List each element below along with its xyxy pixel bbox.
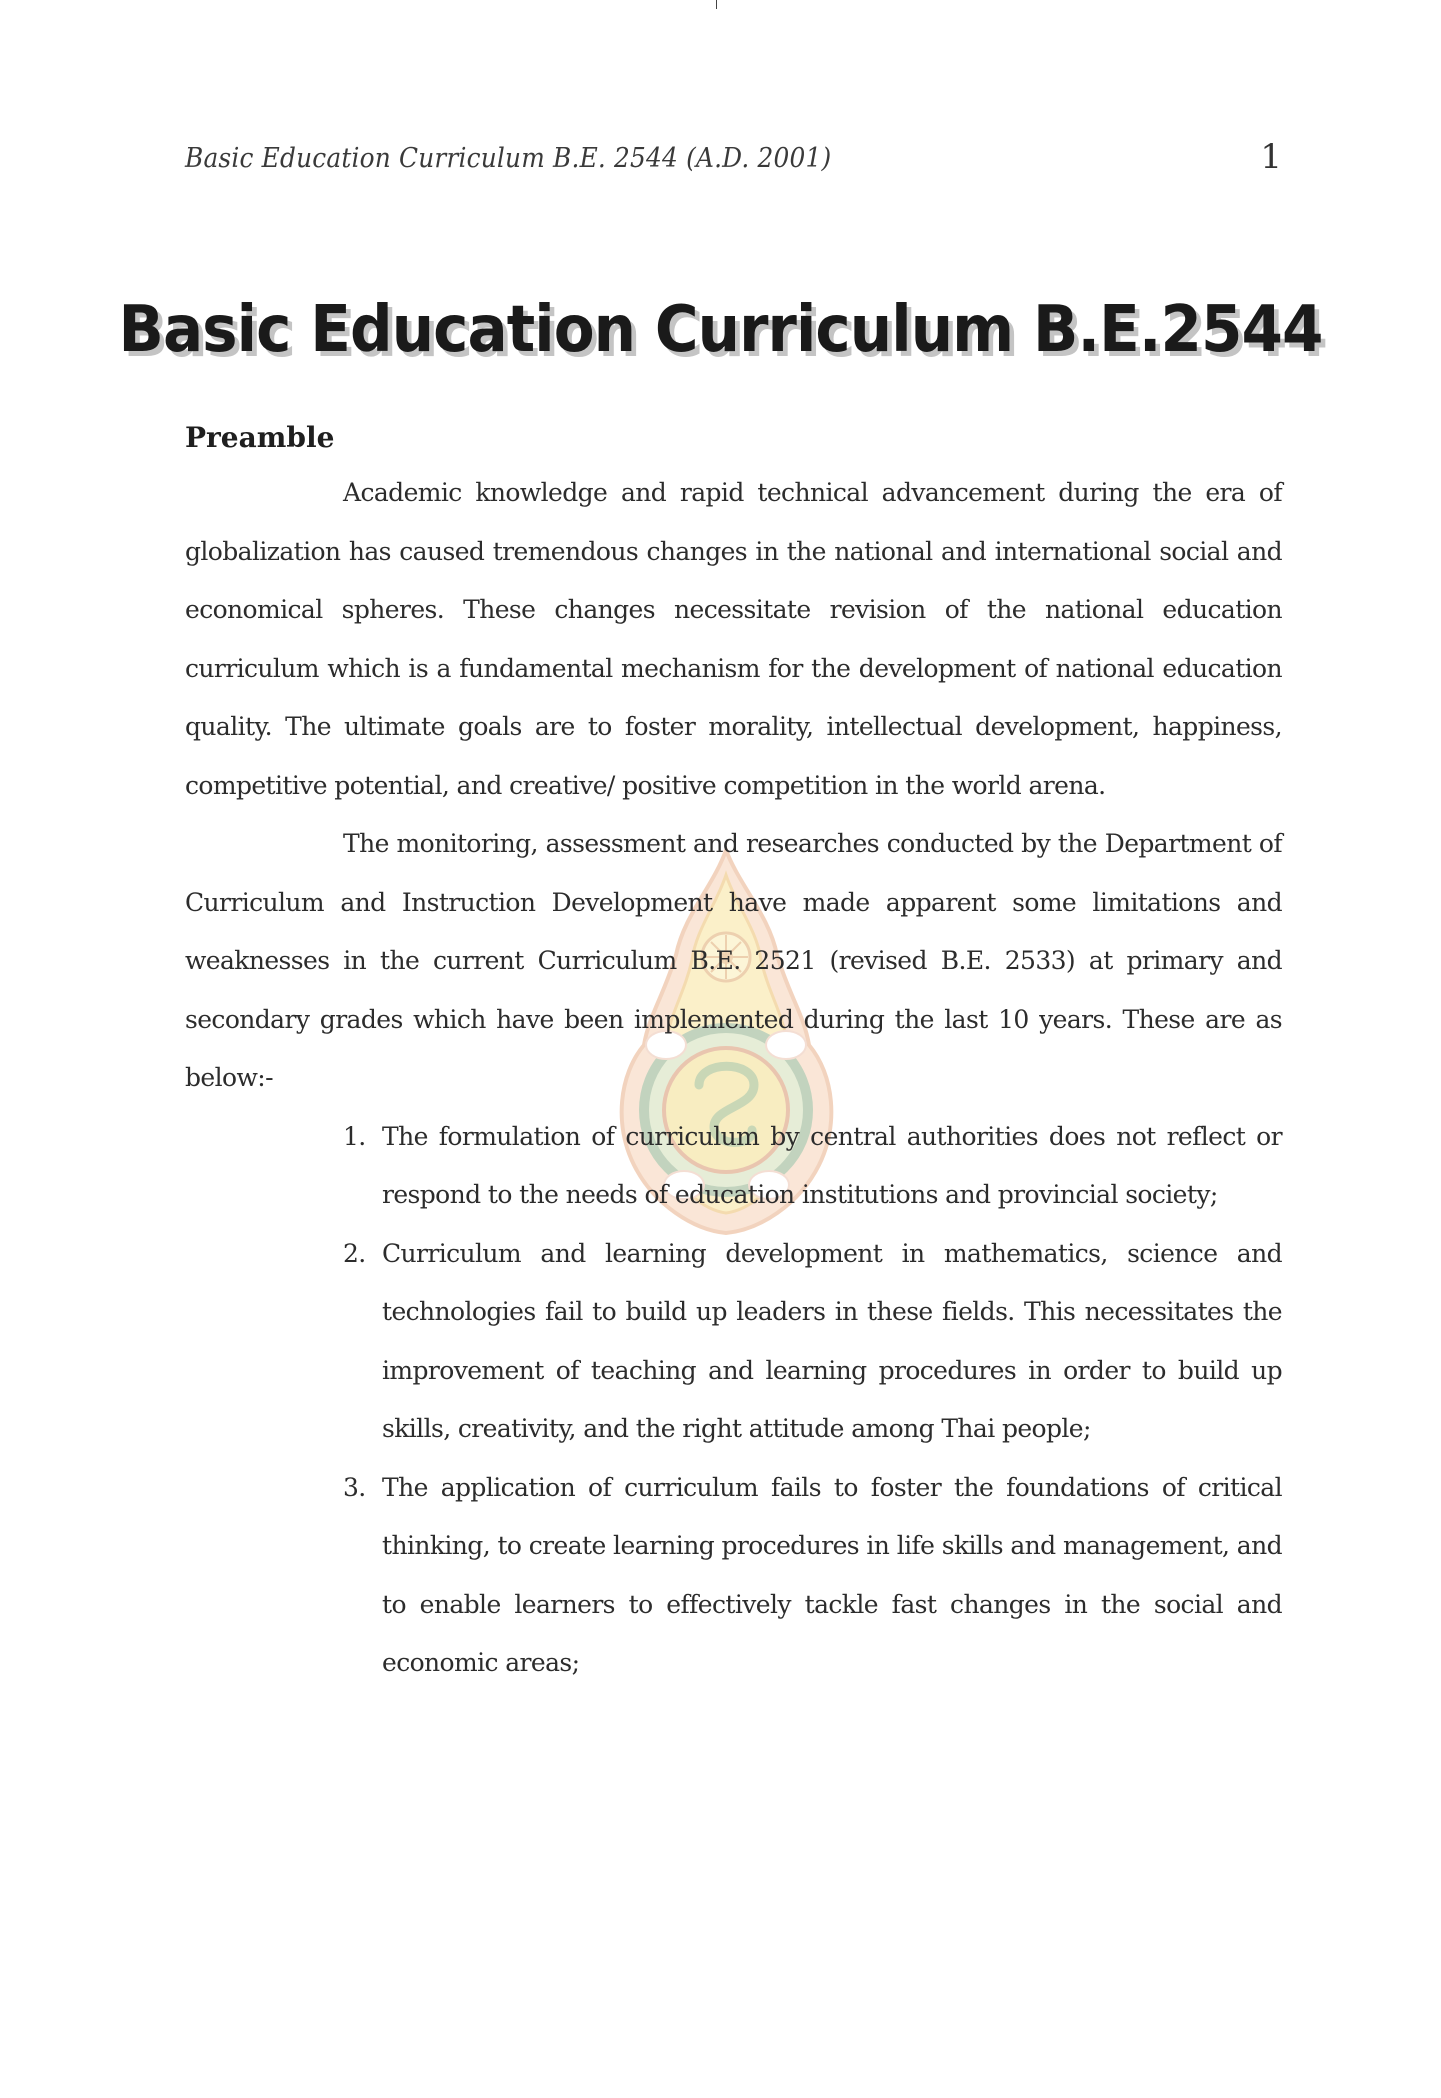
limitations-list bbox=[185, 1108, 1282, 1693]
list-item bbox=[185, 1225, 1282, 1459]
document-body bbox=[185, 418, 1282, 1693]
list-item bbox=[185, 1108, 1282, 1225]
page-number: 1 bbox=[1260, 137, 1282, 177]
document-title: Basic Education Curriculum B.E.2544 bbox=[118, 292, 1323, 367]
list-item-number: 3. bbox=[343, 1472, 366, 1502]
paragraph-1: Academic knowledge and rapid technical advancement during the era of globalization has caused tremendous changes in the national and international social and economical spheres. These changes necessitate revision of the national education curriculum which is a fundamental mechanism for the development of national education quality. The ultimate goals are to foster morality, intellectual development, happiness, competitive potential, and creative/ positive competition in the world arena. bbox=[185, 478, 1282, 800]
list-item-number: 2. bbox=[343, 1238, 366, 1268]
page-edge-tick-mark bbox=[716, 0, 717, 9]
list-item-text: The application of curriculum fails to foster the foundations of critical thinking, to create learning procedures in life skills and management, and to enable learners to effectively tackle fast changes in the social and economic areas; bbox=[382, 1472, 1282, 1677]
section-heading-preamble: Preamble bbox=[185, 421, 335, 454]
running-header bbox=[185, 137, 1282, 183]
list-item bbox=[185, 1459, 1282, 1693]
list-item-number: 1. bbox=[343, 1121, 366, 1151]
list-item-text: The formulation of curriculum by central authorities does not reflect or respond to the needs of education institutions and provincial society; bbox=[382, 1121, 1282, 1209]
list-item-text: Curriculum and learning development in mathematics, science and technologies fail to build up leaders in these fields. This necessitates the improvement of teaching and learning procedures in order to build up skills, creativity, and the right attitude among Thai people; bbox=[382, 1238, 1282, 1443]
running-title: Basic Education Curriculum B.E. 2544 (A.D. 2001) bbox=[185, 143, 832, 174]
paragraph-2: The monitoring, assessment and researches conducted by the Department of Curriculum and Instruction Development have made apparent some limitations and weaknesses in the current Curriculum B.E. 2521 (revised B.E. 2533) at primary and secondary grades which have been implemented during the last 10 years. These are as below:- bbox=[185, 829, 1282, 1092]
